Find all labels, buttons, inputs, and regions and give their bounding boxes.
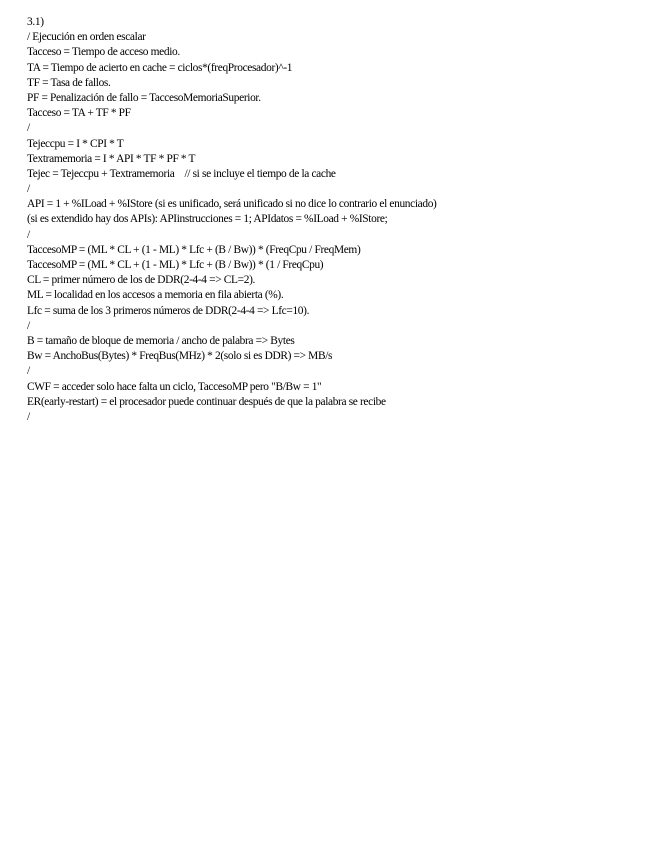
text-line: Tejeccpu = I * CPI * T bbox=[27, 137, 124, 150]
text-line: Bw = AnchoBus(Bytes) * FreqBus(MHz) * 2(solo si es DDR) => MB/s bbox=[27, 350, 333, 363]
text-line: ER(early-restart) = el procesador puede continuar después de que la palabra se recibe bbox=[27, 395, 386, 408]
document-page bbox=[27, 15, 647, 425]
separator-line: / bbox=[27, 365, 30, 378]
section-heading: 3.1) bbox=[27, 16, 44, 28]
text-line: / Ejecución en orden escalar bbox=[27, 31, 146, 44]
text-line: CWF = acceder solo hace falta un ciclo, TaccesoMP pero "B/Bw = 1" bbox=[27, 380, 322, 393]
text-line: API = 1 + %ILoad + %IStore (si es unificado, será unificado si no dice lo contrario el enunciado) bbox=[27, 198, 437, 211]
text-line: TA = Tiempo de acierto en cache = ciclos*(freqProcesador)^-1 bbox=[27, 61, 293, 74]
text-line: (si es extendido hay dos APIs): APIinstrucciones = 1; APIdatos = %ILoad + %IStore; bbox=[27, 213, 388, 226]
separator-line: / bbox=[27, 183, 30, 196]
text-line: TaccesoMP = (ML * CL + (1 - ML) * Lfc + (B / Bw)) * (FreqCpu / FreqMem) bbox=[27, 243, 361, 256]
text-line: Textramemoria = I * API * TF * PF * T bbox=[27, 152, 196, 165]
text-line: PF = Penalización de fallo = TaccesoMemoriaSuperior. bbox=[27, 91, 261, 104]
separator-line: / bbox=[27, 122, 30, 135]
text-line: Tejec = Tejeccpu + Textramemoria // si se incluye el tiempo de la cache bbox=[27, 167, 336, 180]
text-line: Tacceso = Tiempo de acceso medio. bbox=[27, 46, 180, 59]
text-line: CL = primer número de los de DDR(2-4-4 => CL=2). bbox=[27, 274, 256, 287]
text-line: B = tamaño de bloque de memoria / ancho de palabra => Bytes bbox=[27, 334, 295, 347]
separator-line: / bbox=[27, 228, 30, 241]
text-line: Lfc = suma de los 3 primeros números de DDR(2-4-4 => Lfc=10). bbox=[27, 304, 310, 317]
text-line: TaccesoMP = (ML * CL + (1 - ML) * Lfc + (B / Bw)) * (1 / FreqCpu) bbox=[27, 259, 324, 271]
text-line: TF = Tasa de fallos. bbox=[27, 76, 111, 89]
separator-line: / bbox=[27, 410, 30, 423]
text-line: ML = localidad en los accesos a memoria en fila abierta (%). bbox=[27, 289, 284, 302]
separator-line: / bbox=[27, 319, 30, 332]
text-line: Tacceso = TA + TF * PF bbox=[27, 107, 131, 120]
